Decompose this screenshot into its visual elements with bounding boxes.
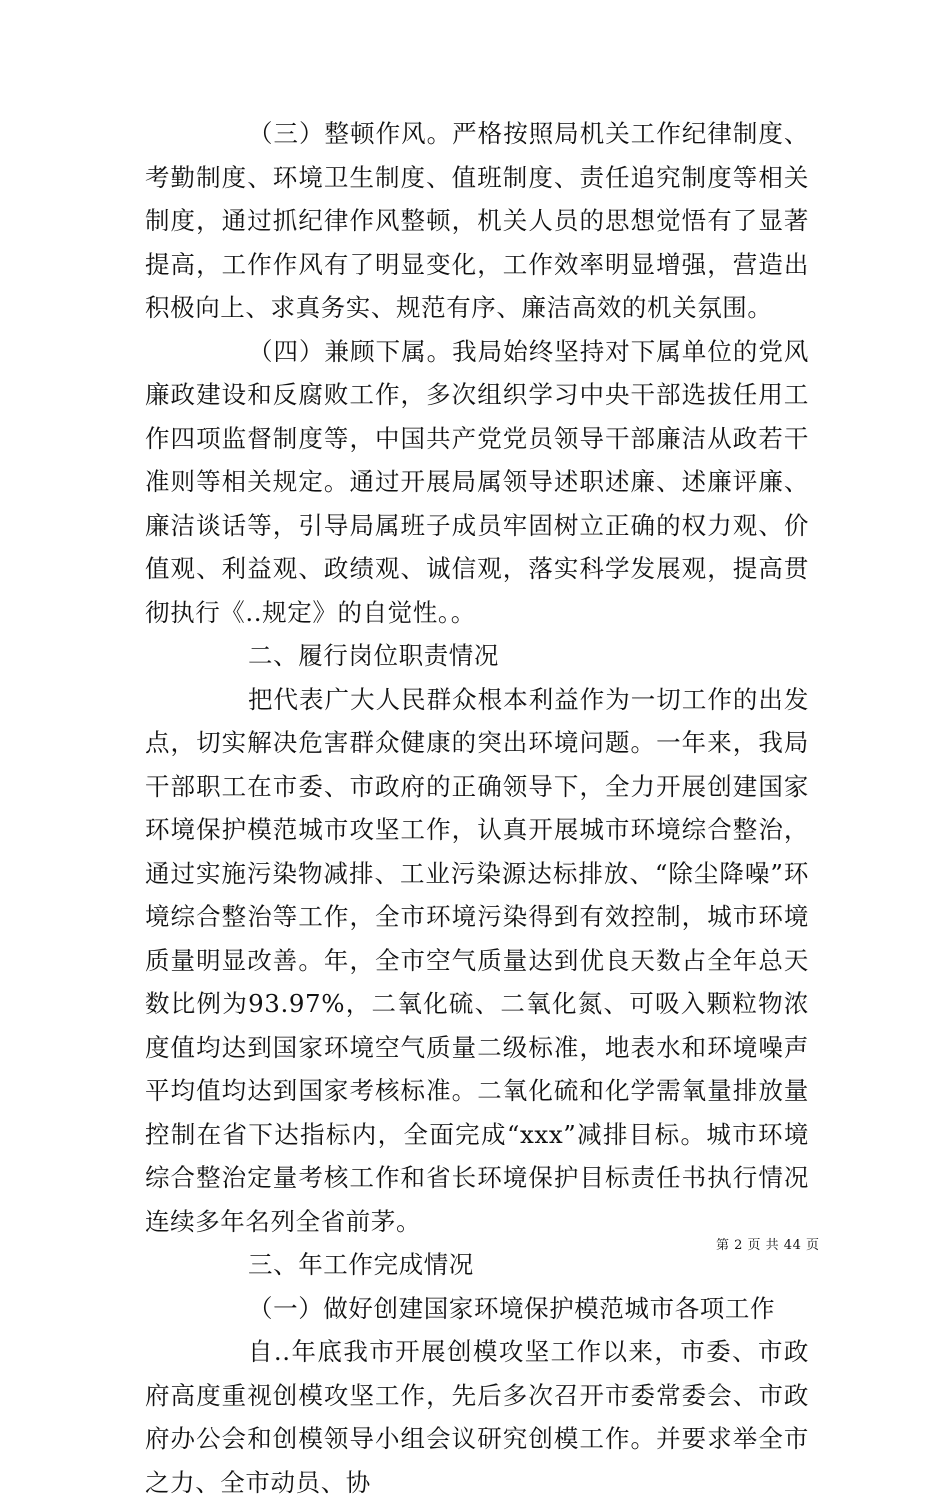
paragraph-model-city-work: 自..年底我市开展创模攻坚工作以来，市委、市政府高度重视创模攻坚工作，先后多次召开市委常委会、市政府办公会和创模领导小组会议研究创模工作。并要求举全市之力、全市动员、协 [145,1337,809,1497]
paragraph-subordinate-units: （四）兼顾下属。我局始终坚持对下属单位的党风廉政建设和反腐败工作，多次组织学习中央干部选拔任用工作四项监督制度等，中国共产党党员领导干部廉洁从政若干准则等相关规定。通过开展局属领导述职述廉、述廉评廉、廉洁谈话等，引导局属班子成员牢固树立正确的权力观、价值观、利益观、政绩观、诚信观，落实科学发展观，提高贯彻执行《..规定》的自觉性。。 [145,336,809,627]
document-body [145,112,809,1504]
subsection-heading-model-city: （一）做好创建国家环境保护模范城市各项工作 [248,1293,776,1323]
paragraph-rectify-work-style: （三）整顿作风。严格按照局机关工作纪律制度、考勤制度、环境卫生制度、值班制度、责任追究制度等相关制度，通过抓纪律作风整顿，机关人员的思想觉悟有了显著提高，工作作风有了明显变化，工作效率明显增强，营造出积极向上、求真务实、规范有序、廉洁高效的机关氛围。 [145,119,809,322]
page-number-footer: 第 2 页 共 44 页 [716,1238,820,1253]
section-heading-duties: 二、履行岗位职责情况 [248,641,499,670]
section-heading-annual-work: 三、年工作完成情况 [248,1250,474,1279]
paragraph-duties-performance: 把代表广大人民群众根本利益作为一切工作的出发点，切实解决危害群众健康的突出环境问题。一年来，我局干部职工在市委、市政府的正确领导下，全力开展创建国家环境保护模范城市攻坚工作，认真开展城市环境综合整治，通过实施污染物减排、工业污染源达标排放、“除尘降噪”环境综合整治等工作，全市环境污染得到有效控制，城市环境质量明显改善。年，全市空气质量达到优良天数占全年总天数比例为93.97%，二氧化硫、二氧化氮、可吸入颗粒物浓度值均达到国家环境空气质量二级标准，地表水和环境噪声平均值均达到国家考核标准。二氧化硫和化学需氧量排放量控制在省下达指标内，全面完成“xxx”减排目标。城市环境综合整治定量考核工作和省长环境保护目标责任书执行情况连续多年名列全省前茅。 [145,684,809,1236]
